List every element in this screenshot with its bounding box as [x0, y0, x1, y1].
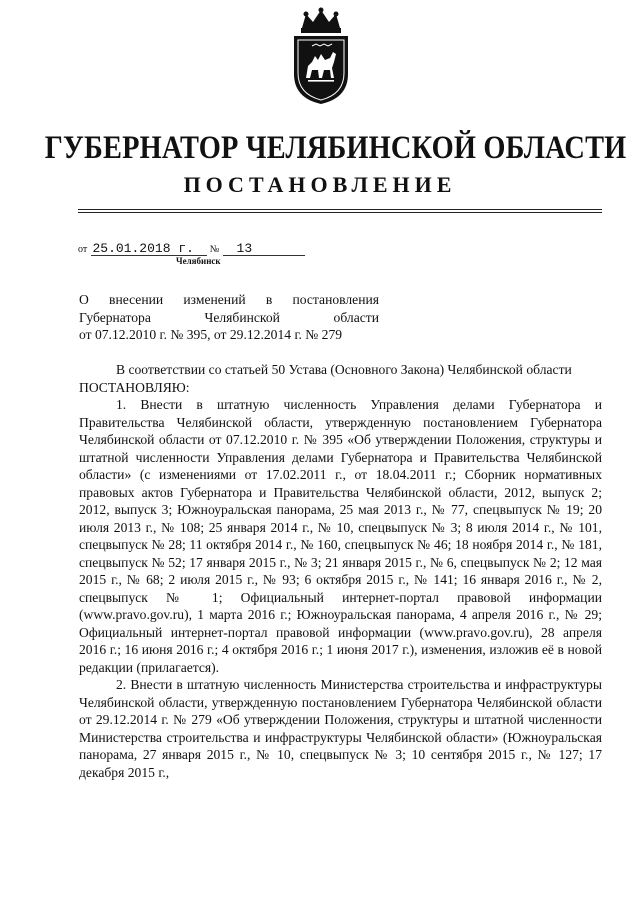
city-label: Челябинск	[176, 256, 221, 266]
document-date: 25.01.2018 г.	[91, 242, 207, 256]
document-body	[79, 361, 602, 781]
header-divider-secondary	[78, 212, 602, 213]
date-number-line	[78, 240, 305, 256]
subject-line: от 07.12.2010 г. № 395, от 29.12.2014 г. № 279	[79, 327, 343, 343]
header-divider	[78, 209, 602, 210]
preamble-paragraph: В соответствии со статьей 50 Устава (Основного Закона) Челябинской области	[116, 362, 572, 377]
resolve-heading: ПОСТАНОВЛЯЮ:	[79, 379, 190, 395]
item-2-paragraph: 2. Внести в штатную численность Министерства строительства и инфраструктуры Челябинской области, утвержденную постановлением Губернатора Челябинской области от 29.12.2014 г. № 279 «Об утверждении Положения, структуры и штатной численности Министерства строительства и инфраструктуры Челябинской области» (Южноуральская панорама, 27 января 2015 г., № 10, спецвыпуск № 3; 10 сентября 2015 г., № 127; 17 декабря 2015 г.,	[79, 677, 602, 780]
document-type: ПОСТАНОВЛЕНИЕ	[183, 172, 457, 197]
subject-line: О внесении изменений в постановления	[79, 292, 379, 307]
date-prefix: от	[78, 244, 88, 255]
item-1-paragraph: 1. Внести в штатную численность Управления делами Губернатора и Правительства Челябинской области, утвержденную постановлением Губернатора Челябинской области от 07.12.2010 г. № 395 «Об утверждении Положения, структуры и штатной численности Управления делами Губернатора и Правительства Челябинской области» (с изменениями от 17.02.2011 г., от 18.04.2011 г.; Сборник нормативных правовых актов Губернатора и Правительства Челябинской области, 2012, выпуск 2; 2012, выпуск 3; Южноуральская панорама, 25 мая 2013 г., № 77, спецвыпуск № 19; 20 июля 2013 г., № 108; 25 января 2014 г., № 10, спецвыпуск № 3; 8 июля 2014 г., № 101, спецвыпуск № 28; 11 октября 2014 г., № 160, спецвыпуск № 46; 18 ноября 2014 г., № 181, спецвыпуск № 52; 17 января 2015 г., № 3; 21 января 2015 г., № 6, спецвыпуск № 2; 12 мая 2015 г., № 68; 2 июля 2015 г., № 93; 6 октября 2015 г., № 141; 16 января 2016 г., № 2, спецвыпуск № 1; Официальный интернет-портал правовой информации (www.pravo.gov.ru), 1 марта 2016 г.; Южноуральская панорама, 4 апреля 2016 г., № 29; Официальный интернет-портал правовой информации (www.pravo.gov.ru), 28 апреля 2016 г.; 16 июня 2016 г.; 4 октября 2016 г.; 1 июня 2017 г.), изменения, изложив её в новой редакции (прилагается).	[79, 397, 602, 675]
coat-of-arms-emblem	[288, 6, 354, 106]
number-sign: №	[209, 244, 220, 255]
document-subject	[79, 291, 379, 344]
governor-title: ГУБЕРНАТОР ЧЕЛЯБИНСКОЙ ОБЛАСТИ	[44, 130, 627, 166]
document-number: 13	[223, 242, 305, 256]
subject-line: Губернатора Челябинской области	[79, 309, 379, 325]
